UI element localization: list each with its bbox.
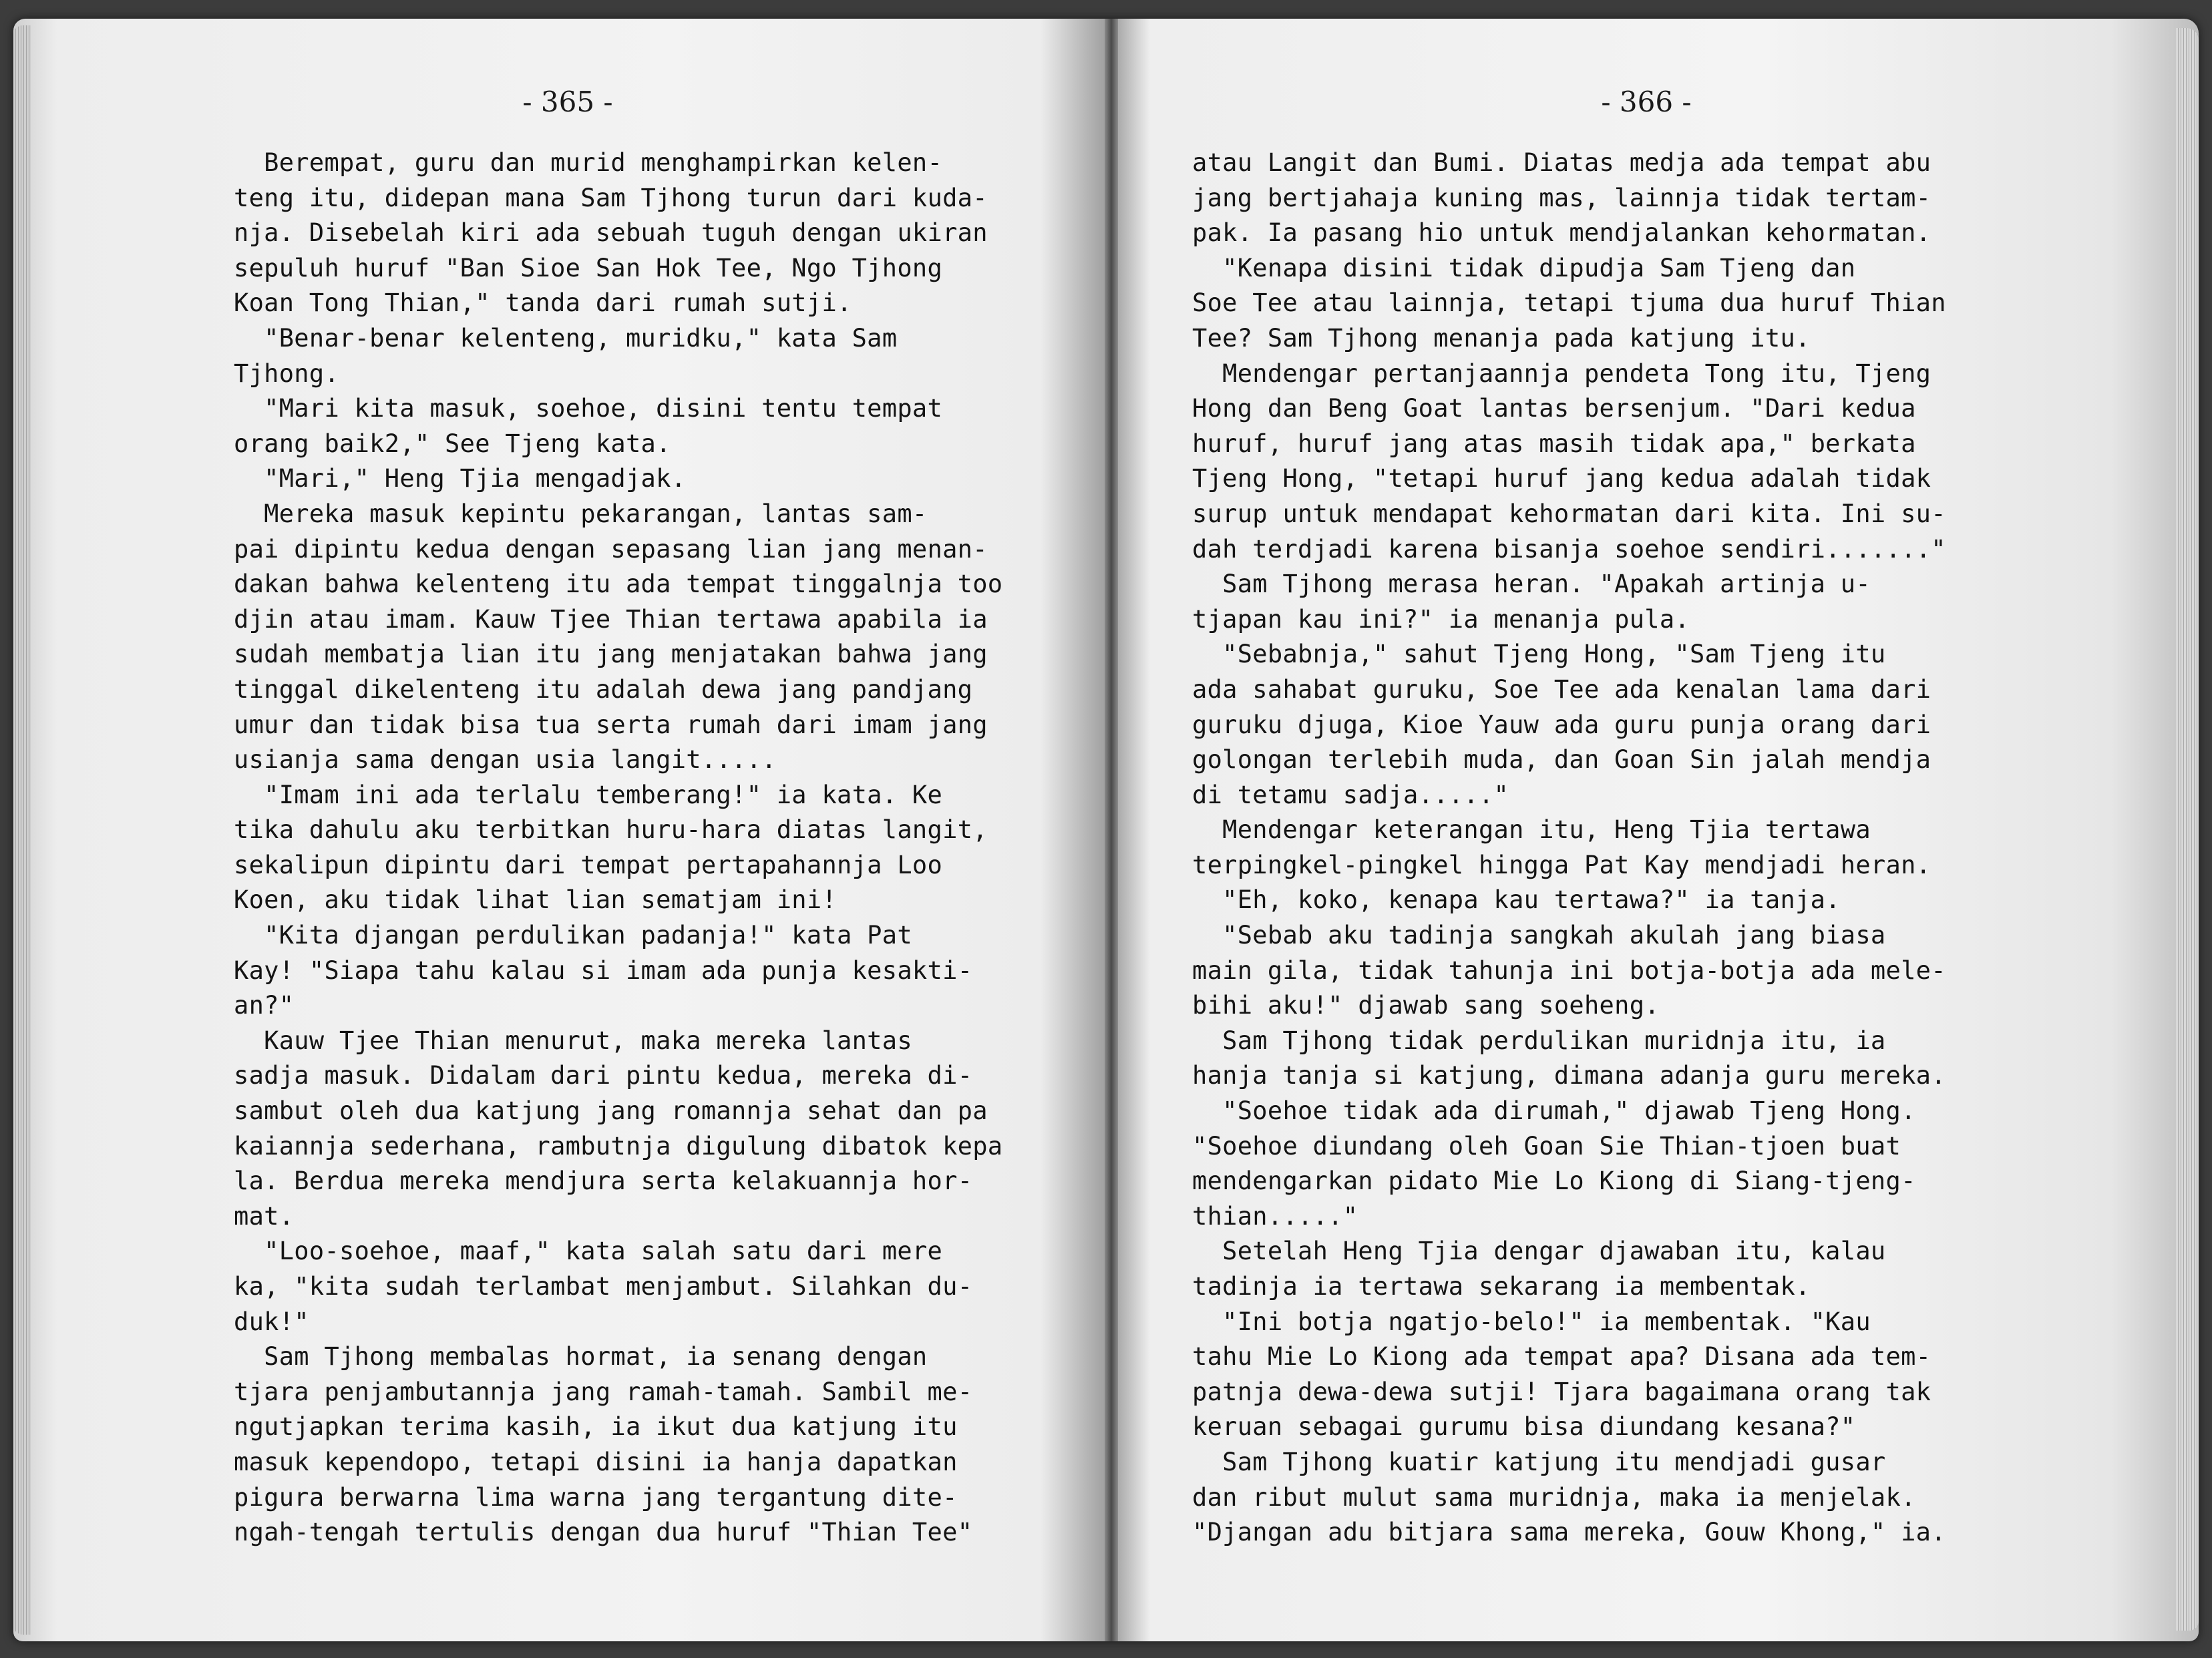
text-line: di tetamu sadja....." — [1192, 780, 1509, 809]
text-line: Sam Tjhong tidak perdulikan muridnja itu, ia — [1192, 1026, 1886, 1055]
left-page-edges — [13, 25, 31, 1635]
text-line: dah terdjadi karena bisanja soehoe sendiri......." — [1192, 534, 1946, 564]
text-line: golongan terlebih muda, dan Goan Sin jalah mendja — [1192, 745, 1931, 775]
text-line: Berempat, guru dan murid menghampirkan kelen- — [234, 148, 943, 177]
left-page-number: - 365 - — [522, 85, 613, 118]
text-line: tjapan kau ini?" ia menanja pula. — [1192, 604, 1690, 634]
text-line: thian....." — [1192, 1201, 1358, 1231]
text-line: tika dahulu aku terbitkan huru-hara diatas langit, — [234, 815, 988, 845]
text-line: "Benar-benar kelenteng, muridku," kata Sam — [234, 323, 898, 353]
text-line: la. Berdua mereka mendjura serta kelakuannja hor- — [234, 1167, 973, 1196]
text-line: Soe Tee atau lainnja, tetapi tjuma dua huruf Thian — [1192, 288, 1946, 318]
text-line: patnja dewa-dewa sutji! Tjara bagaimana orang tak — [1192, 1377, 1931, 1406]
text-line: duk!" — [234, 1307, 309, 1336]
text-line: "Loo-soehoe, maaf," kata salah satu dari mere — [234, 1237, 943, 1266]
text-line: dan ribut mulut sama muridnja, maka ia menjelak. — [1192, 1482, 1916, 1512]
text-line: guruku djuga, Kioe Yauw ada guru punja orang dari — [1192, 710, 1931, 739]
text-line: "Kita djangan perdulikan padanja!" kata Pat — [234, 921, 912, 950]
text-line: surup untuk mendapat kehormatan dari kita. Ini su- — [1192, 499, 1946, 528]
text-line: djin atau imam. Kauw Tjee Thian tertawa apabila ia — [234, 604, 988, 634]
text-line: pigura berwarna lima warna jang tergantung dite- — [234, 1482, 958, 1512]
left-page — [33, 19, 1102, 1641]
text-line: huruf, huruf jang atas masih tidak apa," berkata — [1192, 429, 1916, 458]
text-line: bihi aku!" djawab sang soeheng. — [1192, 991, 1660, 1020]
text-line: ngah-tengah tertulis dengan dua huruf "Thian Tee" — [234, 1518, 973, 1547]
text-line: pak. Ia pasang hio untuk mendjalankan kehormatan. — [1192, 218, 1931, 248]
text-line: sudah membatja lian itu jang menjatakan bahwa jang — [234, 640, 988, 669]
text-line: Tjhong. — [234, 359, 340, 388]
text-line: teng itu, didepan mana Sam Tjhong turun dari kuda- — [234, 183, 988, 212]
text-line: Setelah Heng Tjia dengar djawaban itu, kalau — [1192, 1237, 1886, 1266]
text-line: Koen, aku tidak lihat lian sematjam ini! — [234, 885, 838, 915]
book-gutter — [1105, 19, 1118, 1641]
text-line: umur dan tidak bisa tua serta rumah dari imam jang — [234, 710, 988, 739]
text-line: nja. Disebelah kiri ada sebuah tuguh dengan ukiran — [234, 218, 988, 248]
text-line: "Kenapa disini tidak dipudja Sam Tjeng dan — [1192, 253, 1856, 282]
text-line: tinggal dikelenteng itu adalah dewa jang pandjang — [234, 674, 973, 704]
text-line: Mereka masuk kepintu pekarangan, lantas sam- — [234, 499, 928, 528]
text-line: pai dipintu kedua dengan sepasang lian jang menan- — [234, 534, 988, 564]
text-line: Mendengar pertanjaannja pendeta Tong itu, Tjeng — [1192, 359, 1931, 388]
text-line: mendengarkan pidato Mie Lo Kiong di Siang-tjeng- — [1192, 1167, 1916, 1196]
text-line: hanja tanja si katjung, dimana adanja guru mereka. — [1192, 1061, 1946, 1090]
text-line: ngutjapkan terima kasih, ia ikut dua katjung itu — [234, 1412, 958, 1442]
text-line: tjara penjambutannja jang ramah-tamah. Sambil me- — [234, 1377, 973, 1406]
text-line: "Mari," Heng Tjia mengadjak. — [234, 464, 687, 493]
text-line: Mendengar keterangan itu, Heng Tjia tertawa — [1192, 815, 1871, 845]
text-line: jang bertjahaja kuning mas, lainnja tidak tertam- — [1192, 183, 1931, 212]
text-line: sekalipun dipintu dari tempat pertapahannja Loo — [234, 850, 943, 879]
text-line: orang baik2," See Tjeng kata. — [234, 429, 671, 458]
text-line: tadinja ia tertawa sekarang ia membentak. — [1192, 1272, 1811, 1301]
text-line: an?" — [234, 991, 295, 1020]
text-line: Sam Tjhong membalas hormat, ia senang dengan — [234, 1342, 928, 1372]
text-line: tahu Mie Lo Kiong ada tempat apa? Disana ada tem- — [1192, 1342, 1931, 1372]
text-line: Tjeng Hong, "tetapi huruf jang kedua adalah tidak — [1192, 464, 1931, 493]
text-line: "Ini botja ngatjo-belo!" ia membentak. "Kau — [1192, 1307, 1871, 1336]
text-line: Tee? Sam Tjhong menanja pada katjung itu. — [1192, 323, 1811, 353]
open-book — [13, 19, 2199, 1641]
text-line: "Eh, koko, kenapa kau tertawa?" ia tanja. — [1192, 885, 1841, 915]
text-line: mat. — [234, 1201, 295, 1231]
text-line: "Mari kita masuk, soehoe, disini tentu tempat — [234, 394, 943, 423]
text-line: "Djangan adu bitjara sama mereka, Gouw Khong," ia. — [1192, 1518, 1946, 1547]
text-line: sadja masuk. Didalam dari pintu kedua, mereka di- — [234, 1061, 973, 1090]
text-line: Kay! "Siapa tahu kalau si imam ada punja kesakti- — [234, 956, 973, 985]
text-line: "Sebab aku tadinja sangkah akulah jang biasa — [1192, 921, 1886, 950]
text-line: Kauw Tjee Thian menurut, maka mereka lantas — [234, 1026, 912, 1055]
text-line: ada sahabat guruku, Soe Tee ada kenalan lama dari — [1192, 674, 1931, 704]
text-line: Koan Tong Thian," tanda dari rumah sutji. — [234, 288, 852, 318]
text-line: terpingkel-pingkel hingga Pat Kay mendjadi heran. — [1192, 850, 1931, 879]
text-line: main gila, tidak tahunja ini botja-botja ada mele- — [1192, 956, 1946, 985]
text-line: dakan bahwa kelenteng itu ada tempat tinggalnja too — [234, 570, 1003, 599]
text-line: Sam Tjhong merasa heran. "Apakah artinja u- — [1192, 570, 1871, 599]
text-line: ka, "kita sudah terlambat menjambut. Silahkan du- — [234, 1272, 973, 1301]
text-line: sepuluh huruf "Ban Sioe San Hok Tee, Ngo Tjhong — [234, 253, 943, 282]
text-line: keruan sebagai gurumu bisa diundang kesana?" — [1192, 1412, 1856, 1442]
right-page-number: - 366 - — [1601, 85, 1692, 118]
right-page-text — [1192, 146, 2074, 1550]
text-line: Sam Tjhong kuatir katjung itu mendjadi gusar — [1192, 1447, 1886, 1476]
right-page — [1122, 19, 2171, 1641]
text-line: "Soehoe diundang oleh Goan Sie Thian-tjoen buat — [1192, 1131, 1901, 1161]
text-line: kaiannja sederhana, rambutnja digulung dibatok kepa — [234, 1131, 1003, 1161]
text-line: "Imam ini ada terlalu temberang!" ia kata. Ke — [234, 780, 943, 809]
left-page-text — [234, 146, 1095, 1550]
text-line: "Soehoe tidak ada dirumah," djawab Tjeng Hong. — [1192, 1096, 1916, 1126]
text-line: Hong dan Beng Goat lantas bersenjum. "Dari kedua — [1192, 394, 1916, 423]
text-line: masuk kependopo, tetapi disini ia hanja dapatkan — [234, 1447, 958, 1476]
text-line: usianja sama dengan usia langit..... — [234, 745, 777, 775]
right-page-edges — [2176, 28, 2199, 1631]
text-line: sambut oleh dua katjung jang romannja sehat dan pa — [234, 1096, 988, 1126]
text-line: atau Langit dan Bumi. Diatas medja ada tempat abu — [1192, 148, 1931, 177]
text-line: "Sebabnja," sahut Tjeng Hong, "Sam Tjeng itu — [1192, 640, 1886, 669]
